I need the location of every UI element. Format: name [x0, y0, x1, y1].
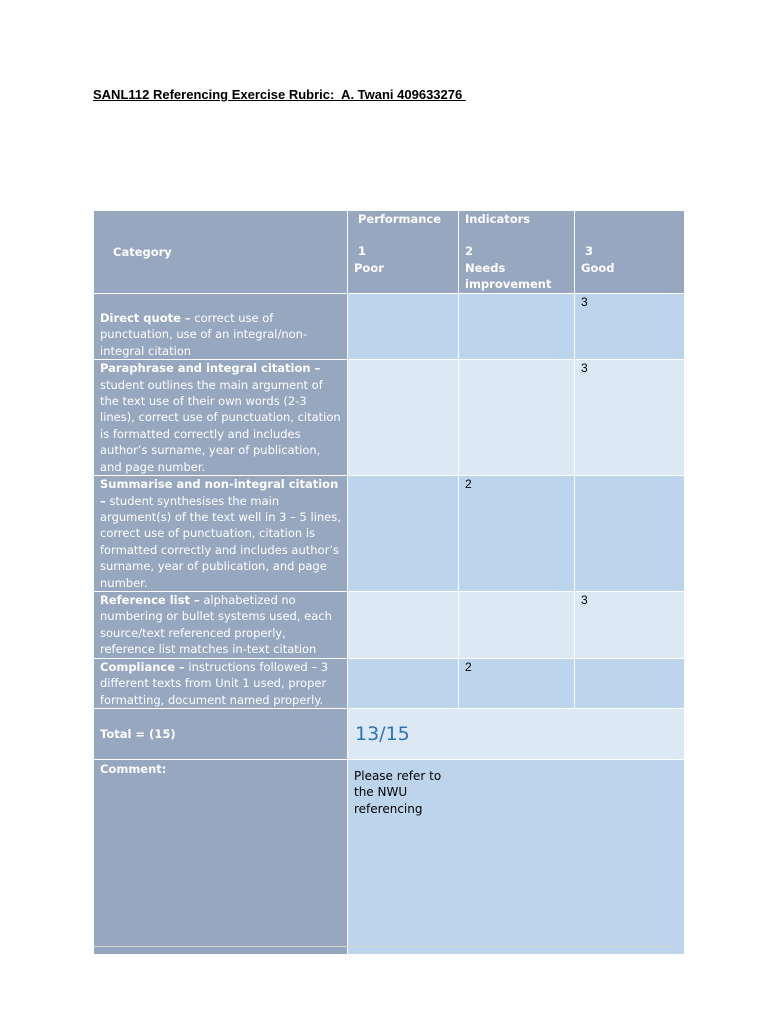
criterion-title: Summarise and non-integral citation – [100, 477, 339, 508]
score-cell-2 [459, 592, 575, 659]
score-cell-3 [575, 658, 685, 708]
level-1-label: Poor [354, 260, 384, 275]
score-cell-1 [348, 476, 459, 592]
criterion-title: Paraphrase and integral citation – [100, 361, 321, 376]
header-indicators: Indicators [465, 212, 531, 226]
score-cell-1 [348, 592, 459, 659]
criterion-row [94, 658, 685, 708]
header-category-cell [94, 211, 348, 294]
comment-label-cell [94, 759, 348, 954]
criterion-description: alphabetized no numbering or bullet systems used, each source/text referenced properly, reference list matches in-text citation [100, 593, 332, 657]
level-3-label: Good [581, 260, 615, 275]
criterion-row [94, 360, 685, 476]
rubric-table [93, 210, 685, 955]
comment-label: Comment: [100, 761, 167, 776]
header-level-3-cell [575, 211, 685, 294]
total-row [94, 708, 685, 759]
footer-divider [93, 946, 675, 947]
header-row [94, 211, 685, 294]
criterion-title: Direct quote – [100, 311, 191, 325]
header-performance: Performance [358, 212, 442, 226]
score-cell-3 [575, 476, 685, 592]
comment-row [94, 759, 685, 954]
criterion-description: student outlines the main argument of the text use of their own words (2-3 lines), correct use of punctuation, citation is formatted correctly and includes author’s surname, year of publication, and page number. [100, 377, 341, 474]
header-level-1-cell [348, 211, 459, 294]
criterion-description: correct use of punctuation, use of an integral/non-integral citation [100, 311, 308, 358]
score-cell-1 [348, 360, 459, 476]
criterion-title: Compliance – [100, 659, 185, 674]
criterion-cell [94, 476, 348, 592]
level-1-number: 1 [358, 244, 367, 259]
criterion-description: student synthesises the main argument(s) of the text well in 3 – 5 lines, correct use of punctuation, citation is formatted correctly and includes author’s surname, year of publication, and page number. [100, 493, 341, 590]
level-2-label: Needs improvement [465, 260, 552, 292]
score-cell-2 [459, 294, 575, 360]
score-cell-3: 3 [575, 592, 685, 659]
criterion-row [94, 592, 685, 659]
criterion-row [94, 476, 685, 592]
score-cell-2 [459, 360, 575, 476]
level-2-number: 2 [465, 244, 474, 259]
total-label: Total = (15) [94, 708, 348, 759]
total-score: 13/15 [348, 708, 685, 759]
level-3-number: 3 [585, 244, 594, 259]
document-title: SANL112 Referencing Exercise Rubric: A. Twani 409633276 [93, 87, 466, 102]
comment-text: Please refer to the NWU referencing [354, 768, 442, 816]
header-level-2-cell [459, 211, 575, 294]
criterion-description: instructions followed – 3 different texts from Unit 1 used, proper formatting, document named properly. [100, 659, 329, 707]
criterion-cell [94, 658, 348, 708]
score-cell-1 [348, 658, 459, 708]
score-cell-2: 2 [459, 476, 575, 592]
criterion-row [94, 294, 685, 360]
comment-cell [348, 759, 685, 954]
score-cell-2: 2 [459, 658, 575, 708]
header-category: Category [113, 244, 172, 259]
criterion-title: Reference list – [100, 593, 200, 608]
criterion-cell [94, 360, 348, 476]
score-cell-1 [348, 294, 459, 360]
criterion-cell [94, 294, 348, 360]
score-cell-3: 3 [575, 360, 685, 476]
score-cell-3: 3 [575, 294, 685, 360]
criterion-cell [94, 592, 348, 659]
